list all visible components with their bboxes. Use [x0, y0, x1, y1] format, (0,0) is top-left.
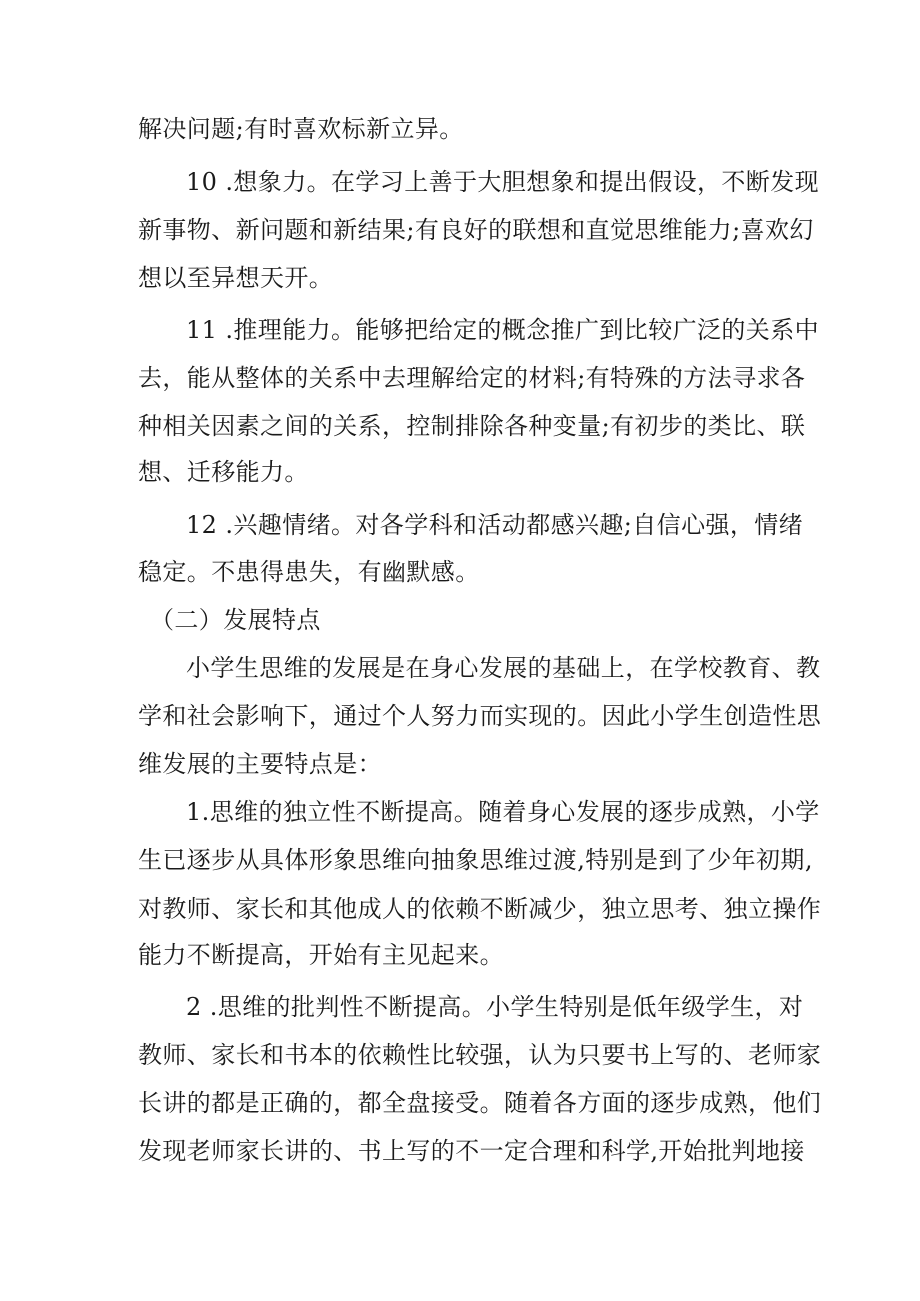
item-11-line-3: 种相关因素之间的关系，控制排除各种变量;有初步的类比、联: [138, 412, 806, 440]
intro-line-3: 维发展的主要特点是：: [138, 750, 382, 778]
paragraph-continuation-line: 解决问题;有时喜欢标新立异。: [138, 115, 464, 143]
point-2-line-3: 长讲的都是正确的，都全盘接受。随着各方面的逐步成熟，他们: [138, 1089, 822, 1117]
point-1-line-4: 能力不断提高，开始有主见起来。: [138, 941, 504, 969]
intro-line-2: 学和社会影响下，通过个人努力而实现的。因此小学生创造性思: [138, 702, 822, 730]
intro-line-1: 小学生思维的发展是在身心发展的基础上，在学校教育、教: [186, 654, 821, 682]
section-heading: （二）发展特点: [150, 606, 321, 634]
item-11-line-2: 去，能从整体的关系中去理解给定的材料;有特殊的方法寻求各: [138, 364, 806, 392]
point-1-line-3: 对教师、家长和其他成人的依赖不断减少，独立思考、独立操作: [138, 895, 822, 923]
point-2-line-1: 2 .思维的批判性不断提高。小学生特别是低年级学生，对: [186, 993, 804, 1021]
item-10-line-2: 新事物、新问题和新结果;有良好的联想和直觉思维能力;喜欢幻: [138, 216, 814, 244]
item-11-line-1: 11 .推理能力。能够把给定的概念推广到比较广泛的关系中: [186, 316, 819, 344]
item-12-line-1: 12 .兴趣情绪。对各学科和活动都感兴趣;自信心强，情绪: [186, 511, 804, 539]
point-1-line-2: 生已逐步从具体形象思维向抽象思维过渡,特别是到了少年初期,: [138, 846, 813, 874]
point-2-line-4: 发现老师家长讲的、书上写的不一定合理和科学,开始批判地接: [138, 1137, 805, 1165]
item-10-line-3: 想以至异想天开。: [138, 264, 334, 292]
item-12-line-2: 稳定。不患得患失，有幽默感。: [138, 558, 480, 586]
item-10-line-1: 10 .想象力。在学习上善于大胆想象和提出假设，不断发现: [186, 168, 819, 196]
point-2-line-2: 教师、家长和书本的依赖性比较强，认为只要书上写的、老师家: [138, 1041, 822, 1069]
point-1-line-1: 1.思维的独立性不断提高。随着身心发展的逐步成熟，小学: [186, 798, 820, 826]
item-11-line-4: 想、迁移能力。: [138, 458, 309, 486]
